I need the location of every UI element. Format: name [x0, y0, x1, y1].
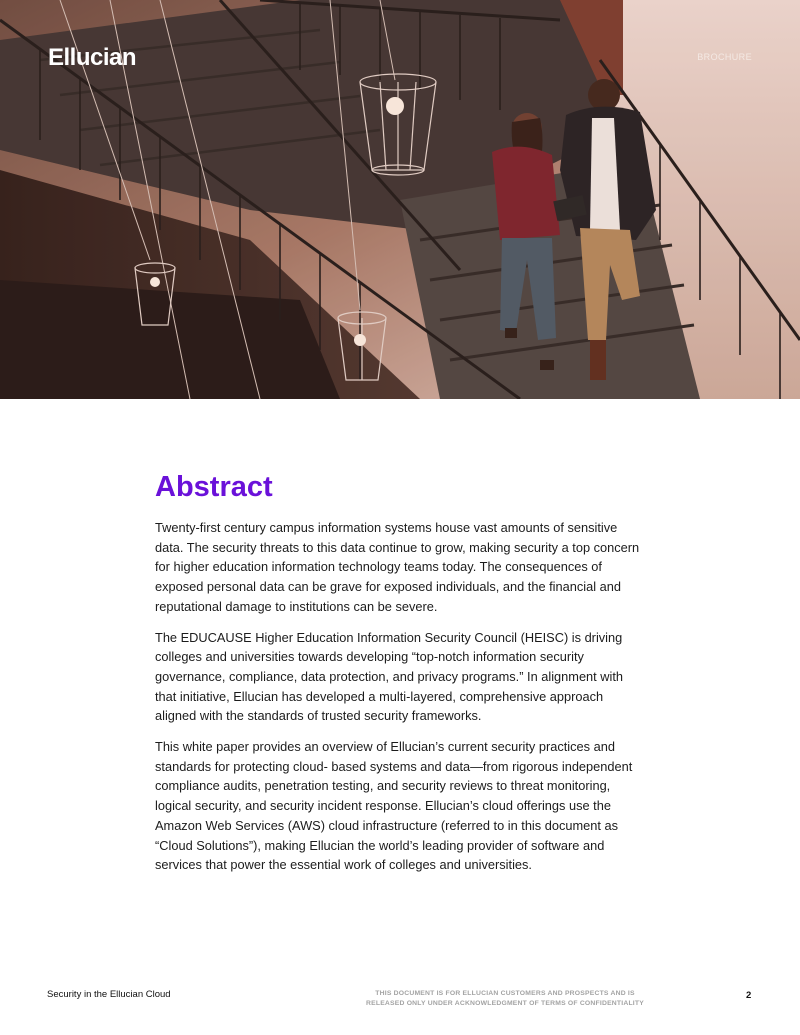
footer-confidentiality-notice [340, 989, 670, 1009]
hero-photo [0, 0, 800, 399]
footer-notice-line-2: RELEASED ONLY UNDER ACKNOWLEDGMENT OF TERMS OF CONFIDENTIALITY [366, 1000, 644, 1007]
page-number: 2 [746, 990, 752, 1001]
main-content [155, 468, 647, 886]
footer-notice-line-1: THIS DOCUMENT IS FOR ELLUCIAN CUSTOMERS AND PROSPECTS AND IS [375, 990, 635, 997]
doc-type-label: BROCHURE [697, 52, 752, 62]
footer-doc-title: Security in the Ellucian Cloud [47, 989, 171, 1000]
page-title: Abstract [155, 471, 273, 503]
paragraph-heisc: The EDUCAUSE Higher Education Information Security Council (HEISC) is driving colleges and universities towards developing “top-notch information security governance, compliance, data protection, and privacy programs.” In alignment with that initiative, Ellucian has developed a multi-layered, comprehensive approach aligned with the standards of trusted security frameworks. [155, 629, 624, 724]
paragraph-overview: This white paper provides an overview of Ellucian’s current security practices and standards for protecting cloud- based systems and data—from rigorous independent compliance audits, penetration testing, and security reviews to threat monitoring, logical security, and security incident response. Ellucian’s cloud offerings use the Amazon Web Services (AWS) cloud infrastructure (referred to in this document as “Cloud Solutions”), making Ellucian the world’s leading provider of software and services that power the essential work of colleges and universities. [155, 739, 633, 873]
paragraph-intro: Twenty-first century campus information systems house vast amounts of sensitive data. The security threats to this data continue to grow, making security a top concern for higher education information technology teams today. The consequences of exposed personal data can be grave for exposed individuals, and the financial and reputational damage to institutions can be severe. [155, 520, 640, 614]
ellucian-logo: Ellucian [48, 44, 137, 71]
